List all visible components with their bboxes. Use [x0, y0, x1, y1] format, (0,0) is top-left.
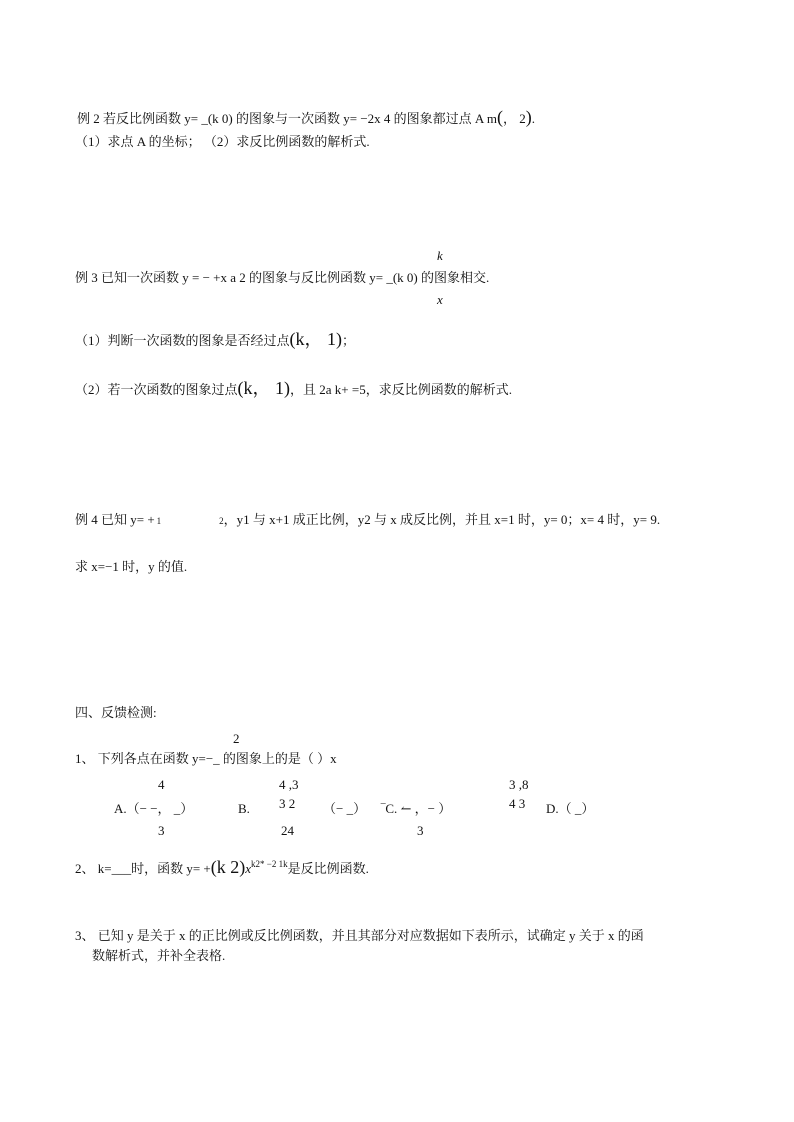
q1-option-b-label: B.	[238, 801, 250, 816]
q1-option-d-middle: 4 3	[509, 796, 526, 811]
q1-option-b-top: 4 ,3	[279, 777, 299, 792]
section-title: 四、反馈检测:	[75, 705, 157, 720]
ex2-line2: （1）求点 A 的坐标； （2）求反比例函数的解析式.	[75, 134, 370, 149]
ex3-line1: 例 3 已知一次函数 y = − +x a 2 的图象与反比例函数 y= _(k 0) 的图象相交.	[75, 270, 490, 285]
q1-option-b-middle: 3 2	[279, 796, 296, 811]
ex3-question-1: （1）判断一次函数的图象是否经过点(k， 1)；	[75, 329, 356, 349]
q3-line1: 3、 已知 y 是关于 x 的正比例或反比例函数，并且其部分对应数据如下表所示，试确定 y 关于 x 的函	[75, 928, 644, 943]
q1-stem: 1、 下列各点在函数 y=−_ 的图象上的是（ ）x	[75, 751, 337, 766]
q1-option-d: D.（ _）	[546, 801, 595, 816]
q1-option-b-bottom: 24	[281, 823, 294, 838]
q1-option-c: ‾C. ↼ ，− ）	[381, 801, 452, 816]
q3-line2: 数解析式，并补全表格.	[92, 948, 226, 963]
q1-fraction-numerator: 2	[233, 731, 240, 746]
q1-option-a-bottom: 3	[158, 823, 165, 838]
ex3-fraction-numerator: k	[437, 248, 443, 263]
q1-option-d-top: 3 ,8	[509, 777, 529, 792]
ex4-line1: 例 4 已知 y= + 1 2，y1 与 x+1 成正比例，y2 与 x 成反比例，并且 x=1 时，y= 0；x= 4 时，y= 9.	[75, 512, 661, 527]
ex3-question-2: （2）若一次函数的图象过点(k， 1)，且 2a k+ =5，求反比例函数的解析式.	[75, 378, 512, 398]
ex2-line1: 例 2 若反比例函数 y= _(k 0) 的图象与一次函数 y= −2x 4 的图象都过点 A m(， 2).	[77, 107, 535, 127]
q2-line: 2、 k=___时，函数 y= +(k $2)x^{k2* -2 1k}$是反比例函数.	[75, 857, 369, 877]
ex3-fraction-denominator: x	[437, 292, 443, 307]
q1-option-a: A.（− −， _）	[114, 801, 194, 816]
q1-option-a-top: 4	[158, 777, 165, 792]
q1-option-c-bottom: 3	[417, 823, 424, 838]
ex4-line2: 求 x=−1 时，y 的值.	[75, 559, 188, 574]
q1-option-b-rest: （− _）	[323, 801, 367, 816]
